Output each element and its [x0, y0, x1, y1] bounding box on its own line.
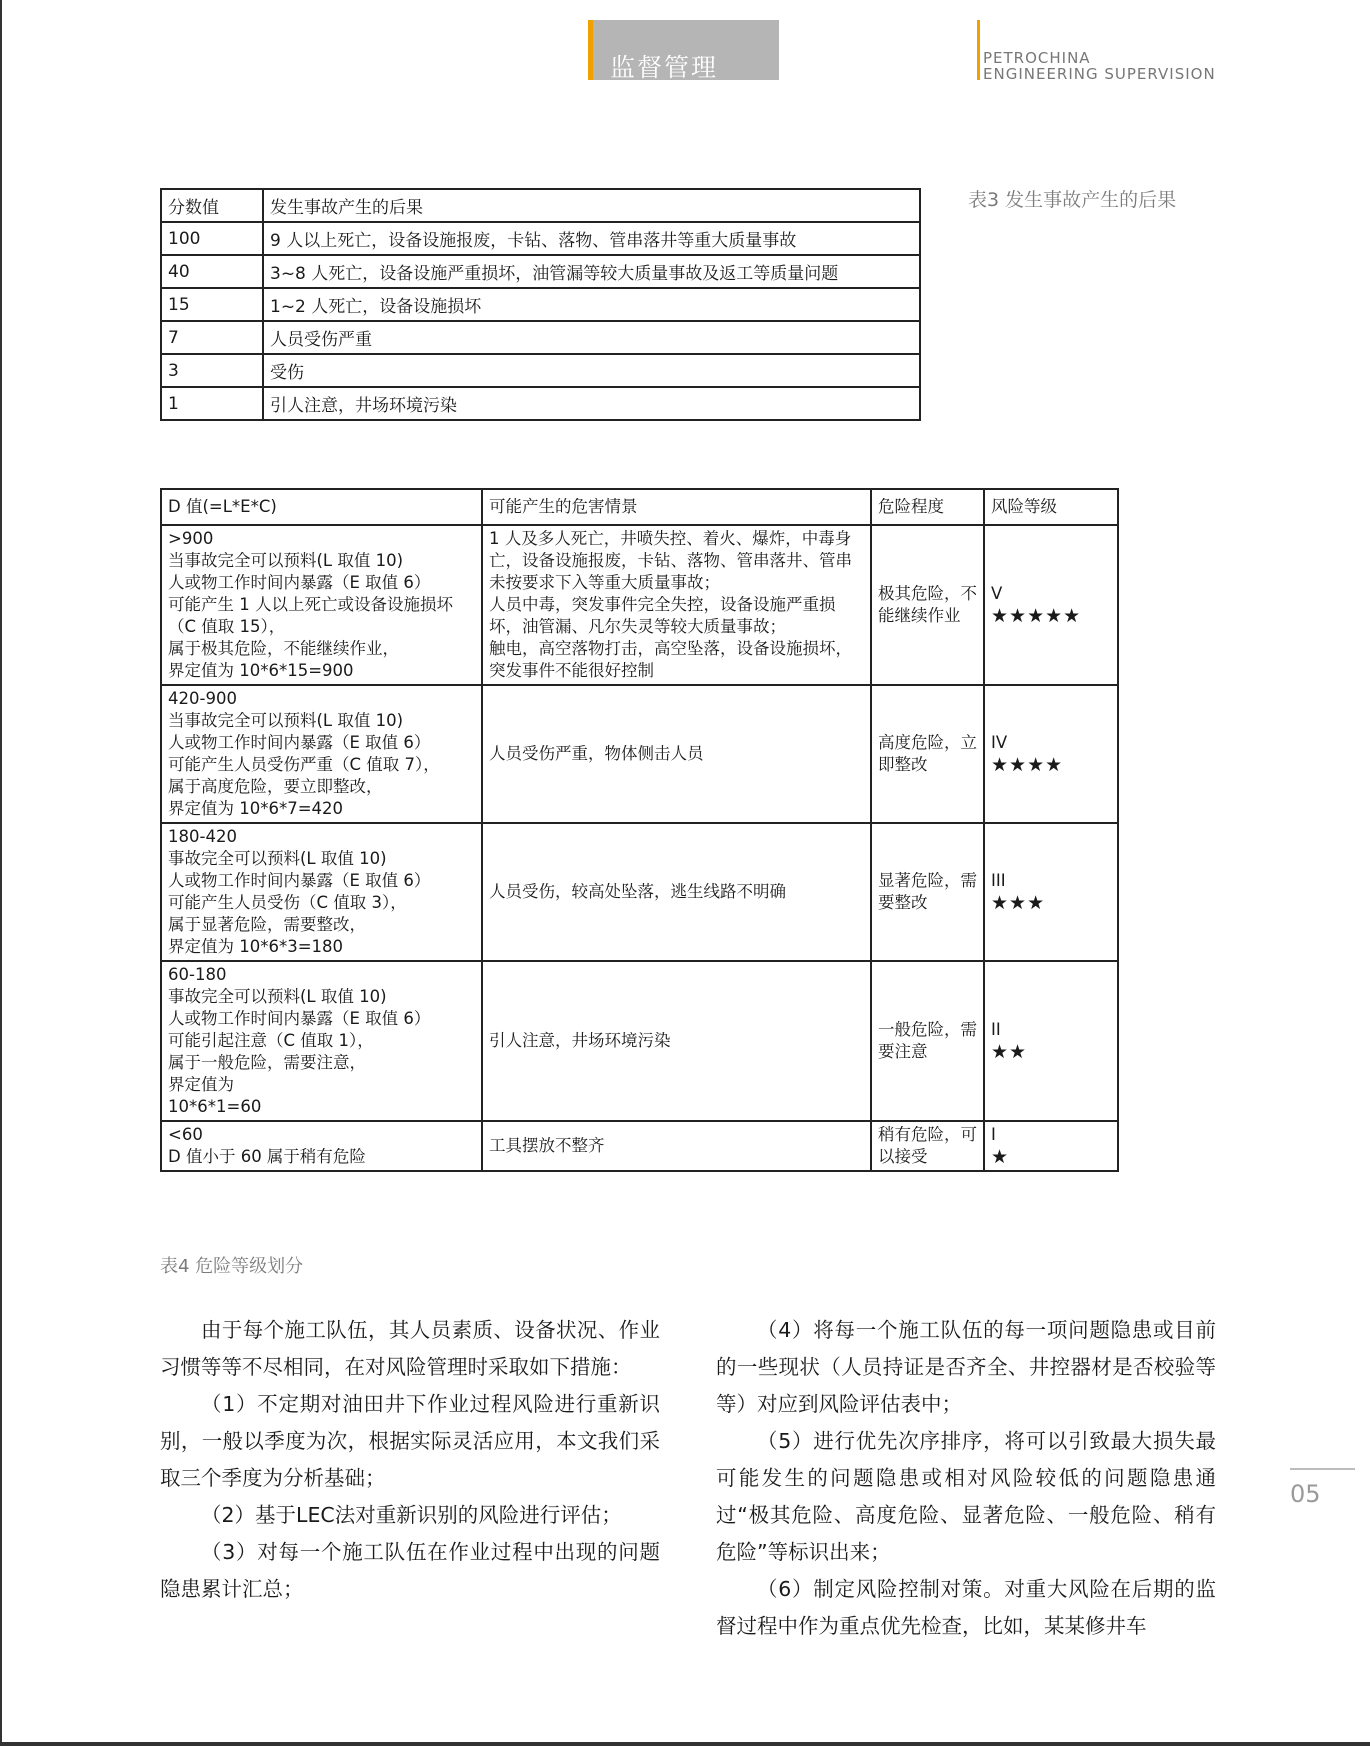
brand-line-2: ENGINEERING SUPERVISION: [983, 65, 1216, 83]
risk-level-label: V: [991, 584, 1003, 603]
table-row: [161, 255, 920, 288]
table-row: [161, 961, 1118, 1121]
risk-level-label: II: [991, 1020, 1001, 1039]
risk-level-label: I: [991, 1125, 996, 1144]
degree-cell: 高度危险，立即整改: [871, 685, 984, 823]
table-header-row: [161, 489, 1118, 525]
paragraph: （2）基于LEC法对重新识别的风险进行评估；: [201, 1503, 622, 1527]
degree-cell: 极其危险，不能继续作业: [871, 525, 984, 685]
table-header-cell: 可能产生的危害情景: [482, 489, 871, 525]
table-header-cell: D 值(=L*E*C): [161, 489, 482, 525]
score-cell: 100: [161, 222, 263, 255]
risk-level-label: IV: [991, 733, 1008, 752]
page-number-rule: [1290, 1468, 1355, 1470]
star-rating-icon: ★: [991, 1146, 1010, 1168]
table4-caption: 表4 危险等级划分: [160, 1256, 304, 1277]
consequence-table: [160, 188, 921, 421]
scenario-cell: 工具摆放不整齐: [482, 1121, 871, 1171]
paragraph: （5）进行优先次序排序，将可以引致最大损失最可能发生的问题隐患或相对风险较低的问题隐患通过“极其危险、高度危险、显著危险、一般危险、稍有危险”等标识出来；: [716, 1429, 1216, 1564]
header-section-title: 监督管理: [610, 53, 719, 82]
page-number: 05: [1290, 1480, 1321, 1508]
degree-cell: 稍有危险，可以接受: [871, 1121, 984, 1171]
table-row: [161, 387, 920, 420]
risk-level-cell: [984, 961, 1118, 1121]
risk-level-label: III: [991, 871, 1006, 890]
paragraph: 由于每个施工队伍，其人员素质、设备状况、作业习惯等等不尽相同，在对风险管理时采取如下措施：: [160, 1318, 660, 1379]
table-row: [161, 823, 1118, 961]
risk-level-table: [160, 488, 1119, 1172]
page-frame-left: [0, 0, 2, 1746]
consequence-cell: 受伤: [263, 354, 920, 387]
table-row: [161, 222, 920, 255]
table-row: [161, 685, 1118, 823]
star-rating-icon: ★★★★★: [991, 605, 1082, 627]
risk-level-cell: [984, 685, 1118, 823]
table-header-row: [161, 189, 920, 222]
table-row: [161, 354, 920, 387]
paragraph: （3）对每一个施工队伍在作业过程中出现的问题隐患累计汇总；: [160, 1540, 660, 1601]
brand-line-1: PETROCHINA: [983, 49, 1091, 67]
table-row: [161, 1121, 1118, 1171]
score-cell: 3: [161, 354, 263, 387]
body-column-left: [160, 1312, 660, 1608]
page-frame-bottom: [0, 1742, 1370, 1746]
table-header-cell: 风险等级: [984, 489, 1118, 525]
scenario-cell: 人员受伤严重，物体侧击人员: [482, 685, 871, 823]
degree-cell: 显著危险，需要整改: [871, 823, 984, 961]
consequence-cell: 3~8 人死亡，设备设施严重损坏，油管漏等较大质量事故及返工等质量问题: [263, 255, 920, 288]
header-brand-bar: [977, 20, 980, 80]
table3-caption: 表3 发生事故产生的后果: [968, 189, 1177, 211]
table-header-cell: 危险程度: [871, 489, 984, 525]
paragraph: （6）制定风险控制对策。对重大风险在后期的监督过程中作为重点优先检查，比如，某某修井车: [716, 1577, 1216, 1638]
table-row: [161, 525, 1118, 685]
score-cell: 1: [161, 387, 263, 420]
table-row: [161, 288, 920, 321]
star-rating-icon: ★★★★: [991, 754, 1064, 776]
d-value-cell: 420-900 当事故完全可以预料(L 取值 10) 人或物工作时间内暴露（E 取值 6） 可能产生人员受伤严重（C 值取 7）， 属于高度危险，要立即整改， 界定值为 10*6*7=420: [161, 685, 482, 823]
paragraph: （4）将每一个施工队伍的每一项问题隐患或目前的一些现状（人员持证是否齐全、井控器材是否校验等等）对应到风险评估表中；: [716, 1318, 1216, 1416]
star-rating-icon: ★★★: [991, 892, 1046, 914]
consequence-cell: 引人注意，井场环境污染: [263, 387, 920, 420]
degree-cell: 一般危险，需要注意: [871, 961, 984, 1121]
scenario-cell: 人员受伤，较高处坠落，逃生线路不明确: [482, 823, 871, 961]
consequence-cell: 人员受伤严重: [263, 321, 920, 354]
consequence-cell: 9 人以上死亡，设备设施报废，卡钻、落物、管串落井等重大质量事故: [263, 222, 920, 255]
risk-level-cell: [984, 1121, 1118, 1171]
table-header-cell: 分数值: [161, 189, 263, 222]
consequence-cell: 1~2 人死亡，设备设施损坏: [263, 288, 920, 321]
d-value-cell: >900 当事故完全可以预料(L 取值 10) 人或物工作时间内暴露（E 取值 6） 可能产生 1 人以上死亡或设备设施损坏（C 值取 15）， 属于极其危险，不能继续作业， 界定值为 10*6*15=900: [161, 525, 482, 685]
d-value-cell: <60 D 值小于 60 属于稍有危险: [161, 1121, 482, 1171]
star-rating-icon: ★★: [991, 1041, 1028, 1063]
risk-level-cell: [984, 525, 1118, 685]
risk-level-cell: [984, 823, 1118, 961]
d-value-cell: 180-420 事故完全可以预料(L 取值 10) 人或物工作时间内暴露（E 取值 6） 可能产生人员受伤（C 值取 3）， 属于显著危险，需要整改， 界定值为 10*6*3=180: [161, 823, 482, 961]
scenario-cell: 引人注意，井场环境污染: [482, 961, 871, 1121]
score-cell: 7: [161, 321, 263, 354]
scenario-cell: 1 人及多人死亡，井喷失控、着火、爆炸，中毒身亡，设备设施报废，卡钻、落物、管串落井、管串未按要求下入等重大质量事故； 人员中毒，突发事件完全失控，设备设施严重损坏，油管漏、凡尔失灵等较大质量事故； 触电，高空落物打击，高空坠落，设备设施损坏，突发事件不能很好控制: [482, 525, 871, 685]
body-column-right: [716, 1312, 1216, 1645]
score-cell: 15: [161, 288, 263, 321]
table-row: [161, 321, 920, 354]
score-cell: 40: [161, 255, 263, 288]
d-value-cell: 60-180 事故完全可以预料(L 取值 10) 人或物工作时间内暴露（E 取值 6） 可能引起注意（C 值取 1）， 属于一般危险，需要注意， 界定值为 10*6*1=60: [161, 961, 482, 1121]
header-brand: [983, 50, 1216, 82]
table-header-cell: 发生事故产生的后果: [263, 189, 920, 222]
paragraph: （1）不定期对油田井下作业过程风险进行重新识别，一般以季度为次，根据实际灵活应用，本文我们采取三个季度为分析基础；: [160, 1392, 660, 1490]
